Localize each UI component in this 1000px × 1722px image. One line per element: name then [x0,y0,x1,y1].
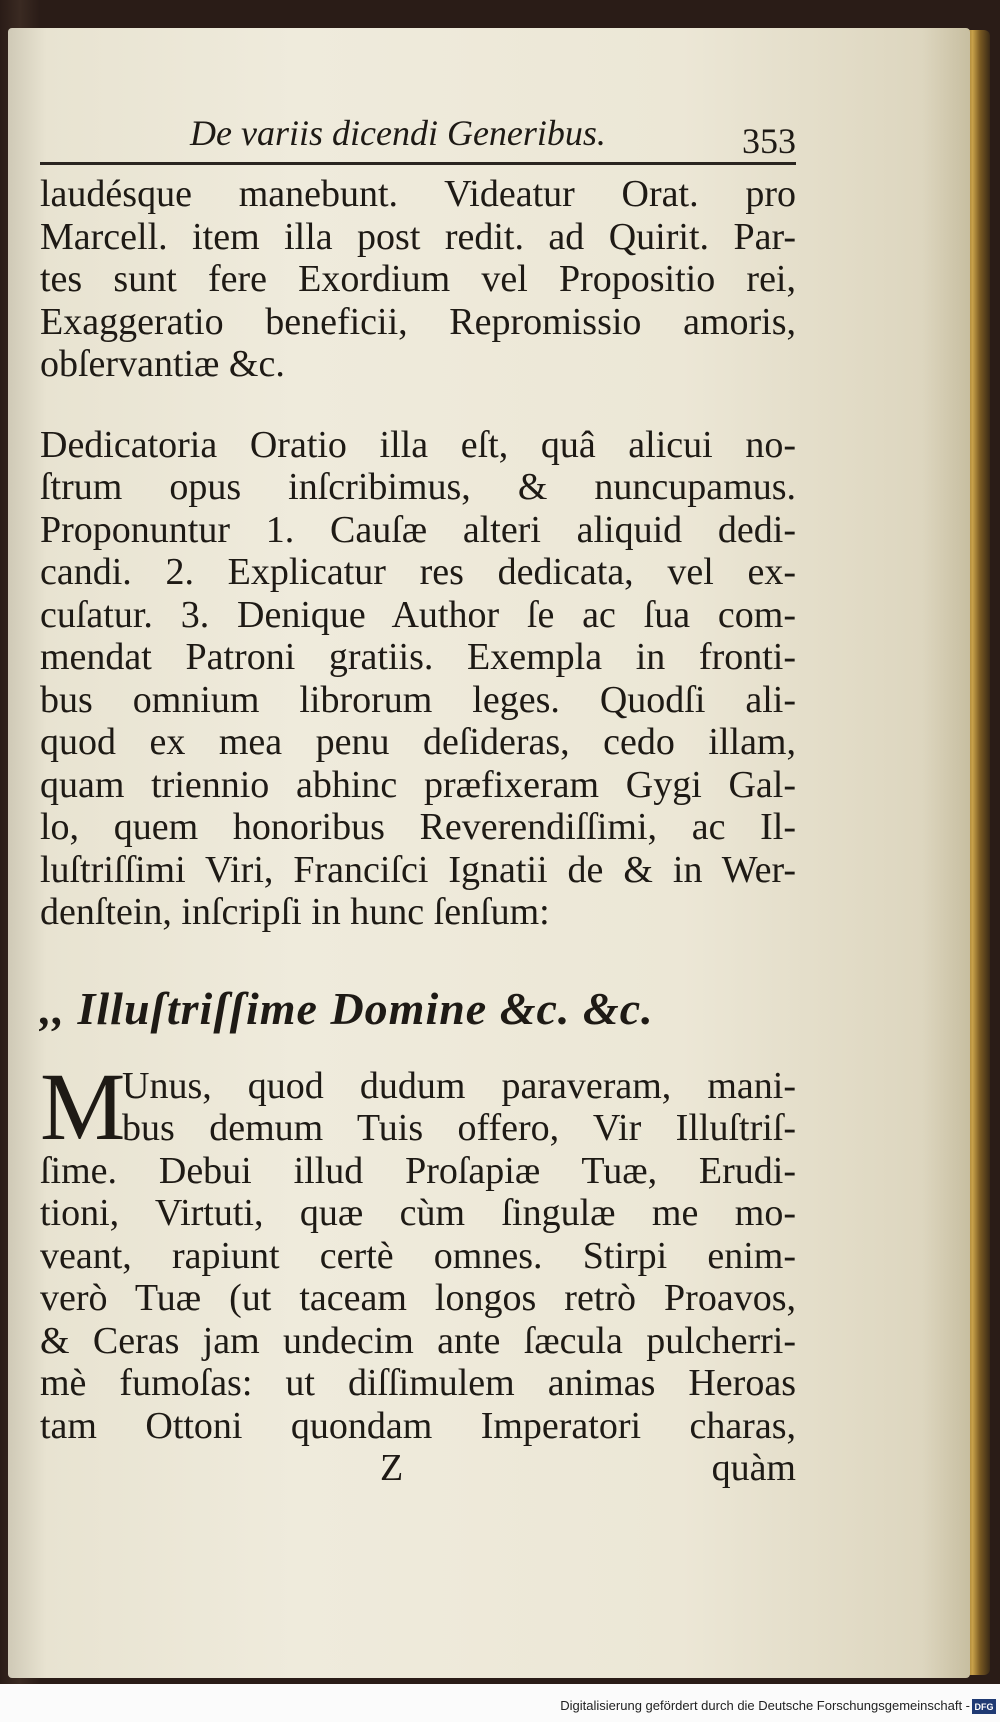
letter-salutation: ,, Illuſtriſſime Domine &c. &c. [40,982,654,1034]
text-line: denſtein, inſcripſi in hunc ſenſum: [40,891,550,933]
text-line: tes sunt fere Exordium vel Propositio rei, [40,258,796,300]
text-line: & Ceras jam undecim ante ſæcula pulcherri- [40,1319,796,1362]
signature-mark: Z [380,1447,404,1489]
text-line: mendat Patroni gratiis. Exempla in fronti- [40,636,796,678]
letter-body [40,1052,796,1448]
text-line: luſtriſſimi Viri, Franciſci Ignatii de & in Wer- [40,848,796,891]
text-line: ſime. Debui illud Proſapiæ Tuæ, Erudi- [40,1149,796,1192]
text-line: lo, quem honoribus Reverendiſſimi, ac Il- [40,806,796,848]
paragraph-gap [40,386,796,424]
text-line: candi. 2. Explicatur res dedicata, vel ex- [40,551,796,593]
text-line: verò Tuæ (ut taceam longos retrò Proavos, [40,1277,796,1319]
text-line: Exaggeratio beneficii, Repromissio amoris, [40,300,796,343]
credit-text: Digitalisierung gefördert durch die Deutsche Forschungsgemeinschaft - [560,1698,970,1713]
text-line: ſtrum opus inſcribimus, & nuncupamus. [40,466,796,508]
text-line: obſervantiæ &c. [40,343,285,385]
catchword: quàm [711,1447,796,1489]
page-number: 353 [742,121,796,161]
text-line: Dedicatoria Oratio illa eſt, quâ alicui no- [40,423,796,466]
text-line: Unus, quod dudum paraveram, mani- [122,1064,796,1107]
page-text [40,110,796,1489]
text-line: Proponuntur 1. Cauſæ alteri aliquid dedi- [40,508,796,551]
text-line: laudésque manebunt. Videatur Orat. pro [40,173,796,215]
text-line: tioni, Virtuti, quæ cùm ſingulæ me mo- [40,1192,796,1234]
text-line: cuſatur. 3. Denique Author ſe ac ſua com- [40,593,796,636]
drop-capital: M [40,1052,126,1160]
running-head [40,110,796,165]
paragraph-1 [40,173,796,386]
text-line: Marcell. item illa post redit. ad Quirit. Par- [40,215,796,258]
digitization-credit-bar [0,1684,1000,1722]
dfg-logo: DFG [972,1699,996,1714]
text-line: bus demum Tuis offero, Vir Illuſtriſ- [122,1107,796,1149]
text-line: mè fumoſas: ut diſſimulem animas Heroas [40,1362,796,1404]
text-line: veant, rapiunt certè omnes. Stirpi enim- [40,1234,796,1277]
paragraph-2 [40,424,796,934]
text-line: quam triennio abhinc præfixeram Gygi Gal- [40,763,796,806]
text-line: quod ex mea penu deſideras, cedo illam, [40,721,796,763]
running-title: De variis dicendi Generibus. [190,113,606,153]
text-line: tam Ottoni quondam Imperatori charas, [40,1404,796,1447]
page-footer [40,1447,796,1489]
text-line: bus omnium librorum leges. Quodſi ali- [40,678,796,721]
